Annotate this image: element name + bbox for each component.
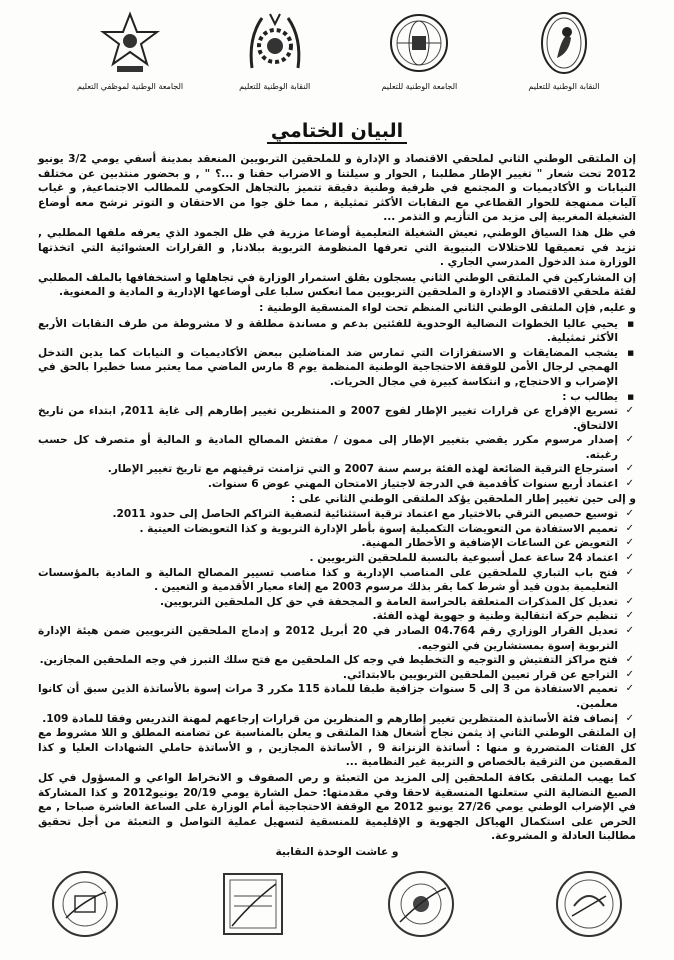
list-item: ✓ تعديل كل المذكرات المتعلقة بالحراسة العامة و المجحفة في حق كل الملحقين التربويين. xyxy=(38,595,618,610)
demands-label: ■ يطالب ب : xyxy=(38,390,618,405)
list-item: ✓ تعديل القرار الوزاري رقم 04.764 الصادر في 20 أبريل 2012 و إدماج الملحقين التربويين ضمن هيئة الإدارة التربوية إسوة بمستشارين في التوجيه. xyxy=(38,624,618,653)
list-item: ✓ تعميم الاستفادة من 3 إلى 5 سنوات جزافية طبقا للمادة 115 مكرر 3 مرات إسوة بالأساتذة الذين سبق أن كانوا معلمين. xyxy=(38,682,618,711)
list-item: ■ يشجب المضايقات و الاستفزازات التي تمارس ضد المناضلين ببعض الأكاديميات و النيابات كما يدين التدخل الهمجي لرجال الأمن للوقفة الاحتجاجية الوطنية المنظمة يوم 8 مارس الماضي مما يعتبر مسا خطيرا بالحق في الإضراب و الاحتجاج, و انتكاسة كبيرة في مجال الحريات. xyxy=(38,346,618,390)
document-body xyxy=(38,152,636,861)
round-stamp-icon xyxy=(50,866,120,942)
gear-wheat-emblem-icon xyxy=(240,8,310,78)
closing-paragraph: إن الملتقى الوطني الثاني إذ يثمن نجاح أشغال هذا الملتقى و يعلن بالمناسبة عن تضامنه المطلق و اللا مشروط مع كل الفئات المتضررة و منها : أساتذة الزنزانة 9 , الأساتذة المجازين , و الأساتذة حاملي الشهادات العليا و كذا المقصين من الترقية بالخصاص و التربية غير النظامية ... xyxy=(38,727,636,769)
signoff: و عاشت الوحدة النقابية xyxy=(275,845,399,858)
closing-paragraph: كما يهيب الملتقى بكافة الملحقين إلى المزيد من التعبئة و رص الصفوف و الانخراط الواعي و المسؤول في كل الصيغ النضالية التي ستعلنها المنسقية لاحقا وفي مقدمتها: حمل الشارة يومي 20/19 يونيو2012 و كذا المشاركة في الإضراب الوطني يومي 27/26 يونيو 2012 مع الوقفة الاحتجاجية أمام الوزارة على الساعة العاشرة صباحا , مع الحرص على استكمال الهياكل الجهوية و الإقليمية للمنسقية لتسهيل عملية التواصل و التعبئة من أجل تحقيق مطالبنا العادلة و المشروعة. xyxy=(38,771,636,843)
list-item: ✓ توسيع حصيص الترقي بالاختيار مع اعتماد ترقية استثنائية لتصفية التراكم الحاصل إلى حدود 2011. xyxy=(38,507,618,522)
waiting-list xyxy=(38,507,636,726)
list-item: ✓ فتح باب التباري للملحقين على المناصب الإدارية و كذا مناصب تسيير المصالح المالية و المادية بالمؤسسات التعليمية بدون قيد أو شرط كما يقر بذلك مرسوم 2003 مع إلغاء معيار الأقدمية و التعيين . xyxy=(38,566,618,595)
union-emblem-icon xyxy=(529,8,599,78)
waiting-intro: و إلى حين تغيير إطار الملحقين يؤكد الملتقى الوطني الثاني على : xyxy=(290,492,636,505)
list-item: ✓ استرجاع الترقية الضائعة لهذه الفئة برسم سنة 2007 و التي تزامنت ترقيتهم مع تاريخ تغيير الإطار. xyxy=(38,462,618,477)
logo-block xyxy=(494,8,634,91)
square-stamp-icon xyxy=(218,866,288,942)
logo-block xyxy=(60,8,200,91)
logo-block xyxy=(349,8,489,91)
logo-caption: الجامعة الوطنية لموظفي التعليم xyxy=(76,82,184,91)
logo-caption: النقابة الوطنية للتعليم xyxy=(528,82,600,91)
list-item: ✓ التعويض عن الساعات الإضافية و الأخطار المهنية. xyxy=(38,536,618,551)
round-stamp-icon xyxy=(554,866,624,942)
intro-paragraph: إن الملتقى الوطني الثاني لملحقي الاقتصاد و الإدارة و للملحقين التربويين المنعقد بمدينة أسفي يومي 3/2 يونيو 2012 تحت شعار " تغيير الإطار مطلبنا , الحوار و سيلتنا و الاضراب حقنا و ...؟ " , و بحضور منتدبين عن مختلف النيابات و الأكاديميات و المجتمع في ظرفية وطنية دقيقة تتميز بالتجاهل الحكومي للمطالب الاجتماعية, و غياب آليات ممنهجة للحوار القطاعي مع النقابات الأكثر تمثيلية , مما خلق جوا من الاحتقان و التوتر ترشح معه أوضاع الشغيلة المغربية إلى مزيد من التأزيم و التذمر ... xyxy=(38,153,636,224)
footer-stamps xyxy=(50,862,624,946)
list-item: ✓ فتح مراكز التفتيش و التوجيه و التخطيط في وجه كل الملحقين مع فتح سلك التبرز في وجه الملحقين المجازين. xyxy=(38,653,618,668)
intro-paragraph: في ظل هذا السياق الوطني, تعيش الشغيلة التعليمية أوضاعا مزرية في ظل الجمود الذي يعرفه ملفها المطلبي , تزيد في تعميقها للاختلالات البنيوية التي تعرفها المنظومة التربوية ببلادنا, و القرارات العشوائية التي اتخذتها الوزارة منذ الدخول المدرسي الجاري . xyxy=(38,226,636,269)
list-item: ✓ تنظيم حركة انتقالية وطنية و جهوية لهذه الفئة. xyxy=(38,609,618,624)
list-item: ■ يحيي عاليا الخطوات النضالية الوحدوية للفئتين بدعم و مساندة مطلقة و لا مشروطة من طرف النقابات الأربع الأكثر تمثيلية. xyxy=(38,317,618,346)
logo-caption: النقابة الوطنية للتعليم xyxy=(239,82,311,91)
star-crest-emblem-icon xyxy=(95,8,165,78)
title-text: البيان الختامي xyxy=(267,120,407,144)
list-item: ✓ اعتماد 24 ساعة عمل أسبوعية بالنسبة للملحقين التربويين . xyxy=(38,551,618,566)
document-title xyxy=(0,120,674,142)
logo-caption: الجامعة الوطنية للتعليم xyxy=(381,82,458,91)
list-item: ✓ إنصاف فئة الأساتذة المنتظرين تغيير إطارهم و المنظرين من قرارات إرجاعهم لمهنة التدريس وفقا للمادة 109. xyxy=(38,712,618,727)
list-item: ✓ إصدار مرسوم مكرر يقضي بتغيير الإطار إلى ممون / مفتش المصالح المادية و المالية أو متصرف كل حسب رغبته. xyxy=(38,433,618,462)
logo-block xyxy=(205,8,345,91)
header-logos xyxy=(60,8,634,108)
round-stamp-icon xyxy=(386,866,456,942)
positions-list xyxy=(38,317,636,405)
list-item: ✓ تعميم الاستفادة من التعويضات التكميلية إسوة بأطر الإدارة التربوية و كذا التعويضات العينية . xyxy=(38,522,618,537)
list-item: ✓ اعتماد أربع سنوات كأقدمية في الدرجة لاجتياز الامتحان المهني عوض 6 سنوات. xyxy=(38,477,618,492)
list-item: ✓ تسريع الإفراج عن قرارات تغيير الإطار لفوج 2007 و المنتظرين تغيير إطارهم إلى غاية 2011, ابتداء من تاريخ الالتحاق. xyxy=(38,404,618,433)
globe-emblem-icon xyxy=(384,8,454,78)
intro-paragraph: و عليه, فإن الملتقى الوطني الثاني المنظم تحت لواء المنسقية الوطنية : xyxy=(259,301,636,314)
list-item: ✓ التراجع عن قرار تعيين الملحقين التربويين بالابتدائي. xyxy=(38,668,618,683)
intro-paragraph: إن المشاركين في الملتقى الوطني الثاني يسجلون بقلق استمرار الوزارة في تجاهلها و استخفافها بالملف المطلبي لفئة ملحقي الاقتصاد و الإدارة و الملحقين التربويين مما انعكس سلبا على أوضاعها الإدارية و المادية و المعنوية. xyxy=(38,271,636,299)
demands-list xyxy=(38,404,636,492)
